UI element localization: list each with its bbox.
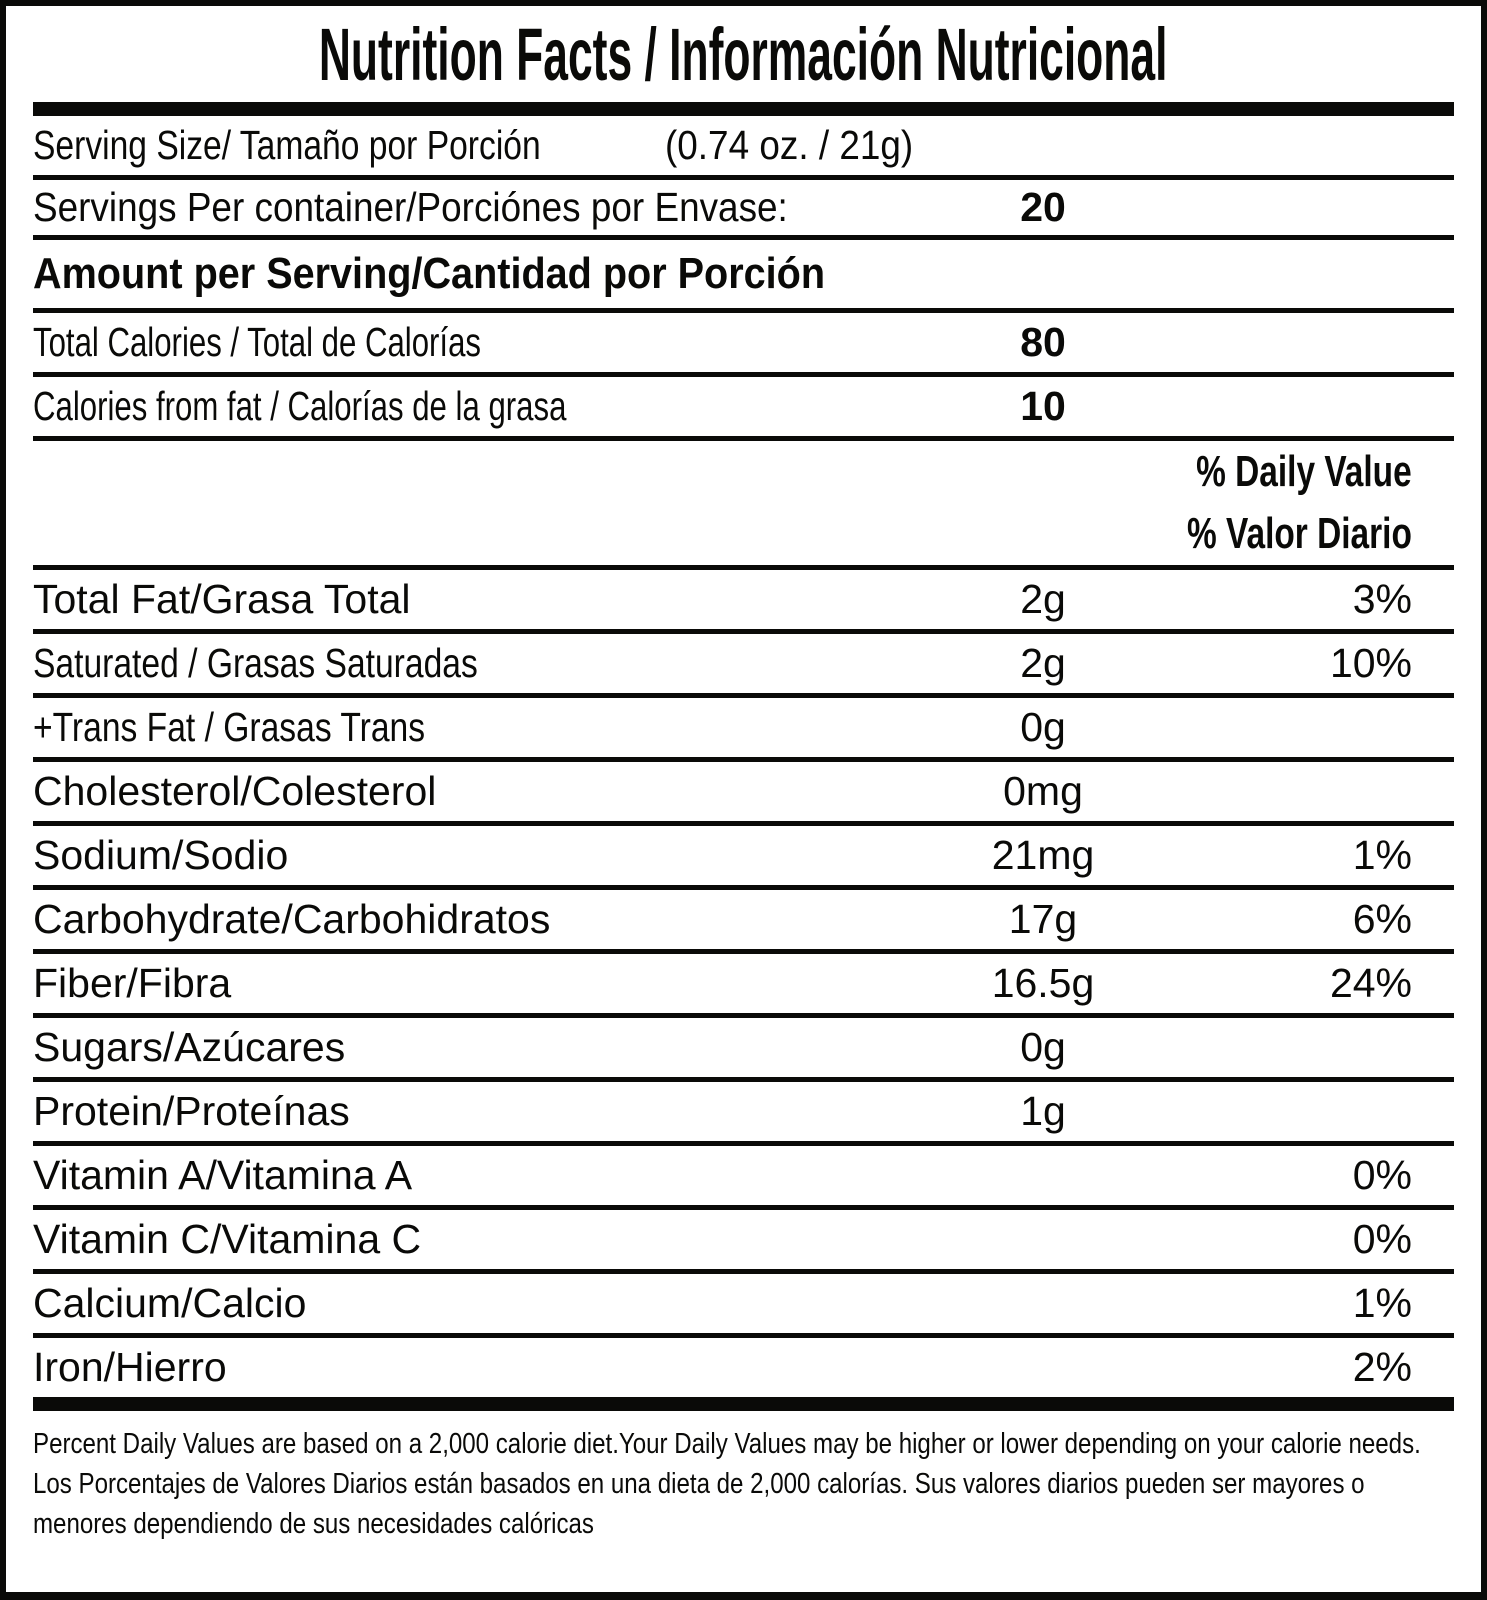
nutrient-label: Saturated / Grasas Saturadas [33,640,478,686]
nutrient-row [33,1210,1454,1274]
daily-value-header-es [33,503,1454,565]
nutrient-daily-value: 10% [1329,640,1412,686]
nutrient-table [33,570,1454,1397]
nutrient-row [33,1018,1454,1082]
footnote-en: Percent Daily Values are based on a 2,000 calorie diet.Your Daily Values may be higher or lower depending on your calorie needs. [33,1428,1421,1460]
nutrient-row [33,890,1454,954]
nutrient-amount: 17g [1008,896,1078,942]
nutrient-row [33,1274,1454,1338]
calorie-row-label: Calories from fat / Calorías de la grasa [33,383,567,429]
nutrient-label: Calcium/Calcio [33,1280,307,1326]
serving-size-label: Serving Size/ Tamaño por Porción [33,122,541,168]
servings-per-container-row [33,180,1454,240]
nutrient-label: +Trans Fat / Grasas Trans [33,704,426,750]
nutrient-amount: 2g [1020,640,1066,686]
nutrient-amount: 21mg [991,832,1095,878]
servings-per-container-label: Servings Per container/Porciónes por Envase: [33,184,788,230]
nutrient-amount: 2g [1020,576,1066,622]
nutrient-daily-value: 0% [1352,1152,1412,1198]
footer-divider-bar [33,1397,1454,1411]
nutrient-label: Sodium/Sodio [33,832,289,878]
nutrient-daily-value: 0% [1352,1216,1412,1262]
daily-value-header-en [33,441,1454,503]
calories-section [33,313,1454,441]
calorie-row [33,313,1454,377]
serving-size-row [33,116,1454,180]
nutrient-row [33,762,1454,826]
nutrient-row [33,1338,1454,1397]
nutrient-label: Protein/Proteínas [33,1088,350,1134]
nutrient-row [33,570,1454,634]
footnote-es: Los Porcentajes de Valores Diarios están basados en una dieta de 2,000 calorías. Sus valores diarios pueden ser mayores o menores dependiendo de sus necesidades calóricas [33,1467,1365,1540]
nutrient-daily-value: 3% [1352,576,1412,622]
label-title [33,6,1454,102]
serving-size-value: (0.74 oz. / 21g) [665,122,914,168]
nutrient-amount: 0g [1020,704,1066,750]
nutrient-daily-value: 2% [1352,1344,1412,1390]
nutrient-daily-value: 1% [1352,1280,1412,1326]
nutrient-label: Sugars/Azúcares [33,1024,346,1070]
nutrient-row [33,698,1454,762]
nutrient-row [33,1082,1454,1146]
calorie-row-amount: 10 [1020,383,1066,429]
daily-value-header [33,441,1454,570]
nutrient-label: Vitamin C/Vitamina C [33,1216,422,1262]
nutrient-daily-value: 24% [1329,960,1412,1006]
nutrient-amount: 16.5g [991,960,1095,1006]
nutrient-row [33,634,1454,698]
nutrient-label: Iron/Hierro [33,1344,227,1390]
amount-per-serving-heading-text: Amount per Serving/Cantidad por Porción [33,249,826,298]
daily-value-header-en-text: % Daily Value [1196,447,1412,496]
label-title-text: Nutrition Facts / Información Nutricional [319,12,1168,96]
nutrient-daily-value: 6% [1352,896,1412,942]
nutrient-amount: 1g [1020,1088,1066,1134]
footnote-text [33,1425,1453,1545]
header-divider-bar [33,102,1454,116]
nutrient-label: Vitamin A/Vitamina A [33,1152,413,1198]
nutrient-amount: 0g [1020,1024,1066,1070]
amount-per-serving-heading [33,240,1454,313]
footnote [33,1411,1454,1545]
nutrient-daily-value: 1% [1352,832,1412,878]
nutrient-row [33,826,1454,890]
nutrient-row [33,954,1454,1018]
nutrient-row [33,1146,1454,1210]
nutrient-amount: 0mg [1003,768,1083,814]
nutrient-label: Carbohydrate/Carbohidratos [33,896,551,942]
servings-per-container-value: 20 [1020,184,1066,230]
calorie-row-amount: 80 [1020,319,1066,365]
calorie-row [33,377,1454,441]
nutrient-label: Fiber/Fibra [33,960,232,1006]
nutrient-label: Cholesterol/Colesterol [33,768,437,814]
daily-value-header-es-text: % Valor Diario [1187,509,1412,558]
nutrient-label: Total Fat/Grasa Total [33,576,411,622]
calorie-row-label: Total Calories / Total de Calorías [33,319,482,365]
